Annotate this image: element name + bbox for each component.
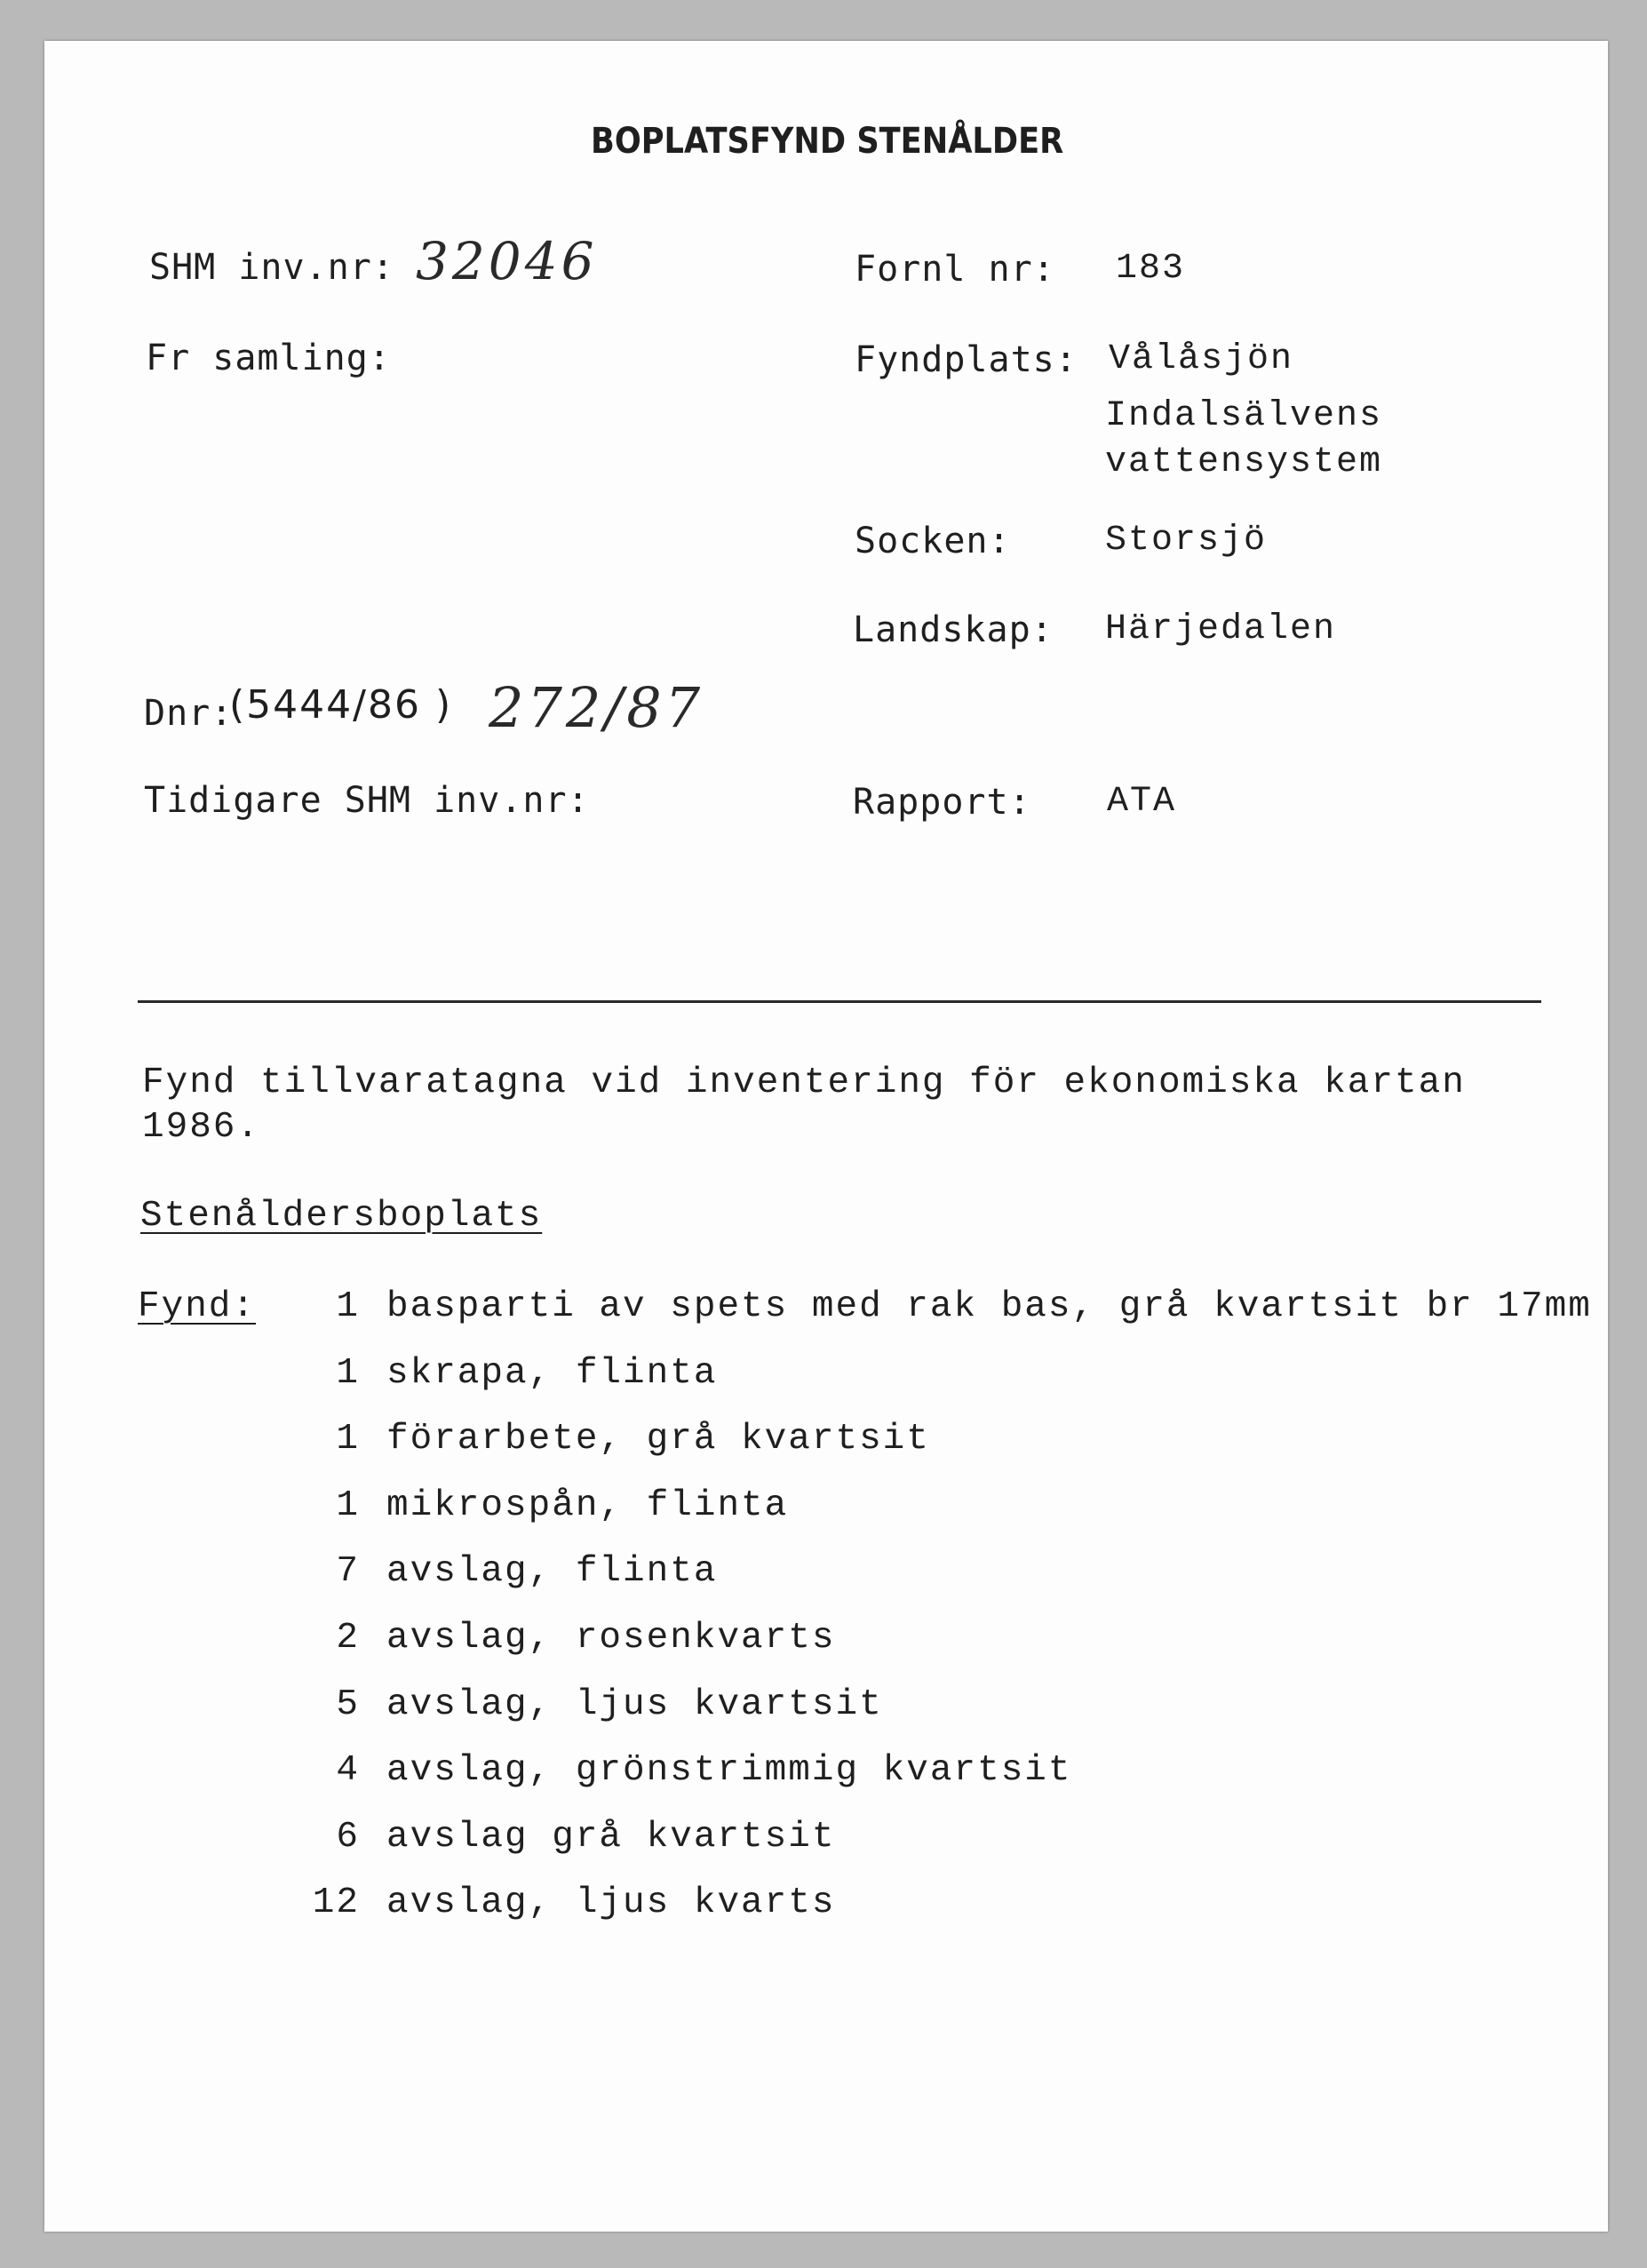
fornl-value: 183 — [1116, 249, 1186, 289]
fyndplats-label: Fyndplats: — [855, 339, 1078, 380]
landskap-label: Landskap: — [853, 609, 1054, 650]
find-quantity: 1 — [336, 1419, 360, 1460]
card-title: BOPLATSFYND STENÅLDER — [591, 121, 1064, 162]
finds-label: Fynd: — [138, 1286, 257, 1327]
dnr-label: Dnr: — [144, 693, 234, 734]
rapport-value: ATA — [1107, 782, 1177, 822]
dnr-handwritten-value: 272/87 — [489, 675, 704, 740]
fr-samling-label: Fr samling: — [146, 338, 391, 378]
find-quantity: 2 — [336, 1617, 360, 1659]
find-description: avslag, flinta — [386, 1551, 718, 1593]
find-description: avslag, rosenkvarts — [386, 1617, 836, 1659]
find-description: avslag, ljus kvartsit — [386, 1683, 883, 1725]
fornl-label: Fornl nr: — [855, 249, 1055, 290]
find-description: avslag, grönstrimmig kvartsit — [386, 1750, 1072, 1792]
shm-inv-value: 32046 — [416, 231, 598, 291]
find-description: avslag grå kvartsit — [386, 1816, 836, 1858]
shm-inv-label: SHM inv.nr: — [149, 247, 394, 288]
tidigare-shm-label: Tidigare SHM inv.nr: — [144, 780, 590, 821]
description-line-1: Fynd tillvaratagna vid inventering för ekonomiska kartan — [142, 1062, 1466, 1103]
find-description: basparti av spets med rak bas, grå kvartsit br 17mm — [386, 1286, 1592, 1327]
fyndplats-line-2: Indalsälvens — [1105, 396, 1383, 436]
landskap-value: Härjedalen — [1105, 609, 1337, 649]
socken-label: Socken: — [855, 521, 1011, 561]
find-description: förarbete, grå kvartsit — [386, 1419, 930, 1460]
divider-line — [138, 1000, 1541, 1003]
rapport-label: Rapport: — [853, 782, 1031, 823]
find-quantity: 4 — [336, 1750, 360, 1792]
find-quantity: 7 — [336, 1551, 360, 1593]
index-card — [44, 41, 1608, 2232]
find-quantity: 1 — [336, 1352, 360, 1394]
find-quantity: 12 — [312, 1882, 360, 1924]
fyndplats-line-1: Vålåsjön — [1109, 339, 1294, 379]
fyndplats-line-3: vattensystem — [1105, 442, 1383, 482]
find-quantity: 5 — [336, 1683, 360, 1725]
find-quantity: 6 — [336, 1816, 360, 1858]
find-description: avslag, ljus kvarts — [386, 1882, 836, 1924]
find-description: skrapa, flinta — [386, 1352, 718, 1394]
socken-value: Storsjö — [1105, 521, 1268, 561]
find-description: mikrospån, flinta — [386, 1484, 789, 1526]
find-quantity: 1 — [336, 1286, 360, 1327]
section-heading: Stenåldersboplats — [140, 1196, 543, 1237]
find-quantity: 1 — [336, 1484, 360, 1526]
dnr-typed-value: (5444/86 ) — [229, 682, 453, 728]
description-line-2: 1986. — [142, 1107, 261, 1148]
